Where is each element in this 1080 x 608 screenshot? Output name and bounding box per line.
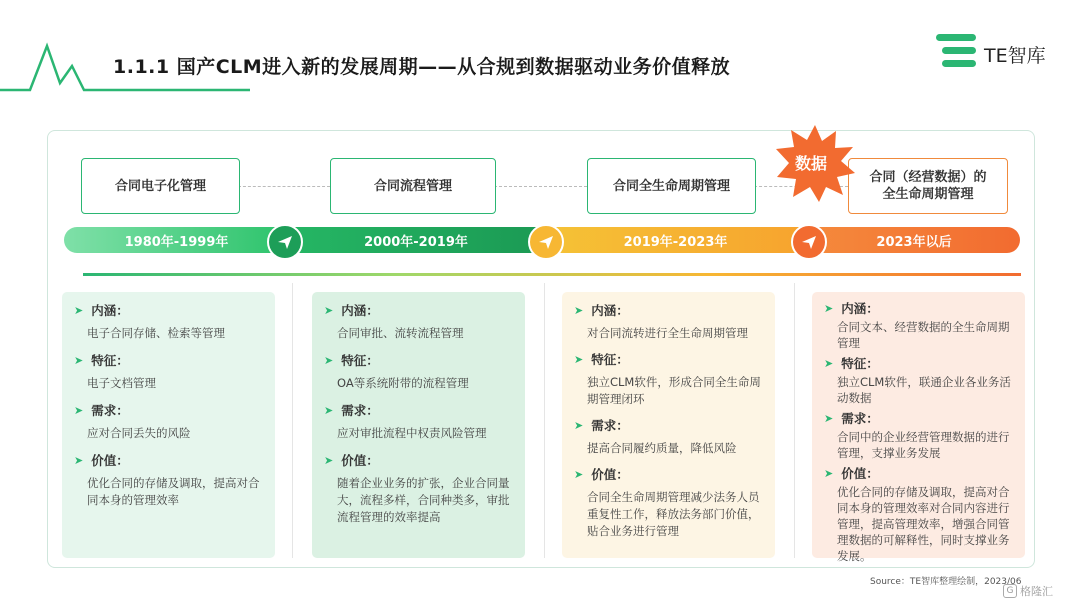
stage-box-3: 合同全生命周期管理 xyxy=(587,158,756,214)
stage-box-1: 合同电子化管理 xyxy=(81,158,240,214)
watermark-logo-icon: G xyxy=(1003,584,1017,598)
column-separator xyxy=(794,283,795,558)
stage-card-4 xyxy=(812,292,1025,563)
card-text: 随着企业业务的扩张，企业合同量大，流程多样，合同种类多，审批流程管理的效率提高 xyxy=(337,476,510,524)
timeline-period-2: 2000年-2019年 xyxy=(289,227,543,253)
card-text: 合同文本、经营数据的全生命周期管理 xyxy=(837,320,1010,350)
card-text: 电子文档管理 xyxy=(87,376,156,390)
card-heading: ➤ 特征： xyxy=(574,352,629,367)
card-heading: ➤ 内涵： xyxy=(324,303,379,318)
paper-plane-icon xyxy=(267,224,303,260)
stage-box-4-line1: 合同（经营数据）的 xyxy=(869,170,987,185)
arrow-icon: ➤ xyxy=(824,466,834,480)
connector-line xyxy=(238,186,330,187)
arrow-icon: ➤ xyxy=(324,353,334,367)
card-heading: ➤ 特征： xyxy=(324,353,379,368)
card-text: 优化合同的存储及调取，提高对合同本身的管理效率 xyxy=(87,476,260,507)
stage-box-4-line2: 全生命周期管理 xyxy=(882,187,974,202)
column-separator xyxy=(544,283,545,558)
data-burst-label: 数据 xyxy=(795,154,828,173)
card-text: 合同全生命周期管理减少法务人员重复性工作，释放法务部门价值，贴合业务进行管理 xyxy=(587,490,760,538)
card-heading: ➤ 需求： xyxy=(824,411,879,426)
card-text: 应对审批流程中权责风险管理 xyxy=(337,426,487,440)
card-heading: ➤ 特征： xyxy=(74,353,129,368)
card-heading: ➤ 需求： xyxy=(74,403,129,418)
card-text: 优化合同的存储及调取，提高对合同本身的管理效率对合同内容进行管理，提高管理效率，增强合同管理数据的可解释性，同时支撑业务发展。 xyxy=(837,485,1010,563)
arrow-icon: ➤ xyxy=(824,411,834,425)
card-text: 提高合同履约质量，降低风险 xyxy=(587,441,737,455)
stage-box-2: 合同流程管理 xyxy=(330,158,496,214)
column-separator xyxy=(292,283,293,558)
logo-text: TE智库 xyxy=(984,45,1046,67)
arrow-icon: ➤ xyxy=(824,356,834,370)
card-heading: ➤ 价值： xyxy=(324,453,379,468)
card-heading: ➤ 需求： xyxy=(574,418,629,433)
stage-box-4 xyxy=(848,158,1008,214)
card-heading: ➤ 价值： xyxy=(74,453,129,468)
card-text: 合同审批、流转流程管理 xyxy=(337,326,464,340)
paper-plane-icon xyxy=(528,224,564,260)
arrow-icon: ➤ xyxy=(574,467,584,481)
card-heading: ➤ 内涵： xyxy=(574,303,629,318)
arrow-icon: ➤ xyxy=(324,403,334,417)
arrow-icon: ➤ xyxy=(74,403,84,417)
card-text: 应对合同丢失的风险 xyxy=(87,426,191,440)
arrow-icon: ➤ xyxy=(74,453,84,467)
watermark xyxy=(1003,583,1053,599)
arrow-icon: ➤ xyxy=(824,301,834,315)
gradient-divider xyxy=(83,273,1021,276)
card-heading: ➤ 价值： xyxy=(574,467,629,482)
arrow-icon: ➤ xyxy=(574,418,584,432)
stage-card-2 xyxy=(312,292,525,558)
card-text: OA等系统附带的流程管理 xyxy=(337,376,469,390)
card-heading: ➤ 特征： xyxy=(824,356,879,371)
arrow-icon: ➤ xyxy=(324,453,334,467)
card-text: 对合同流转进行全生命周期管理 xyxy=(587,326,748,340)
card-text: 电子合同存储、检索等管理 xyxy=(87,326,225,340)
card-heading: ➤ 内涵： xyxy=(824,301,879,316)
card-heading: ➤ 价值： xyxy=(824,466,879,481)
watermark-text: 格隆汇 xyxy=(1020,585,1053,598)
te-logo-icon xyxy=(936,34,980,68)
arrow-icon: ➤ xyxy=(324,303,334,317)
arrow-icon: ➤ xyxy=(74,303,84,317)
card-heading: ➤ 内涵： xyxy=(74,303,129,318)
arrow-icon: ➤ xyxy=(574,352,584,366)
timeline-period-1: 1980年-1999年 xyxy=(64,227,289,253)
timeline-period-3: 2019年-2023年 xyxy=(543,227,808,253)
paper-plane-icon xyxy=(791,224,827,260)
source-note: Source：TE智库整理绘制，2023/06 xyxy=(870,577,1022,587)
card-heading: ➤ 需求： xyxy=(324,403,379,418)
page-title: 1.1.1 国产CLM进入新的发展周期——从合规到数据驱动业务价值释放 xyxy=(113,56,731,78)
stage-card-1 xyxy=(62,292,275,558)
card-text: 独立CLM软件，联通企业各业务活动数据 xyxy=(837,375,1011,405)
connector-line xyxy=(494,186,587,187)
timeline-period-4: 2023年以后 xyxy=(808,227,1020,253)
arrow-icon: ➤ xyxy=(74,353,84,367)
card-text: 合同中的企业经营管理数据的进行管理，支撑业务发展 xyxy=(837,430,1010,460)
stage-card-3 xyxy=(562,292,775,558)
arrow-icon: ➤ xyxy=(574,303,584,317)
card-text: 独立CLM软件，形成合同全生命周期管理闭环 xyxy=(587,375,761,406)
